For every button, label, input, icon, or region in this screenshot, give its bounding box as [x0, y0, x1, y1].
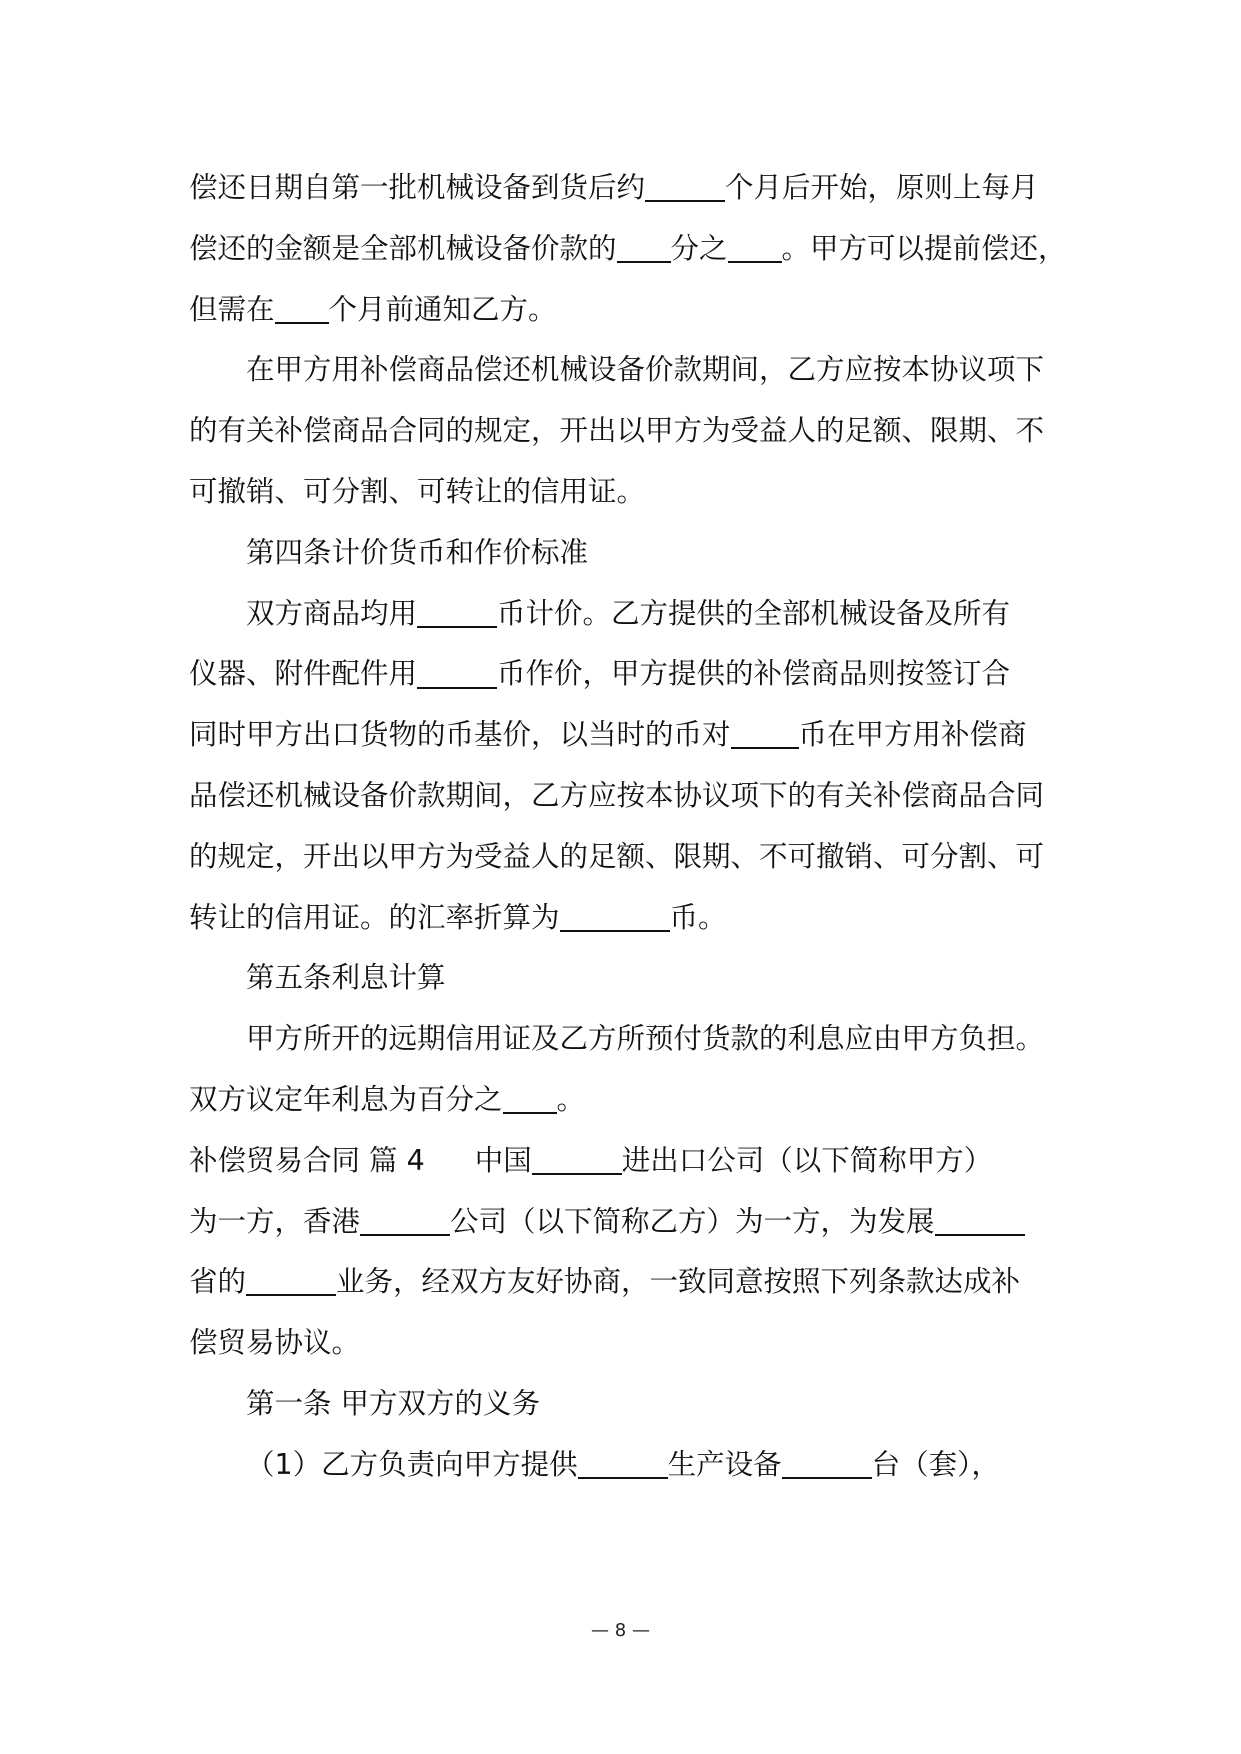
text-run: 双方商品均用 [246, 596, 418, 630]
blank-field [417, 596, 497, 628]
text-line: 甲方所开的远期信用证及乙方所预付货款的利息应由甲方负担。 [246, 1022, 1045, 1056]
text-run: 。 [556, 1082, 586, 1116]
text-run: 业务，经双方友好协商，一致同意按照下列条款达成补 [336, 1265, 1021, 1299]
text-run: 个月前通知乙方。 [328, 292, 557, 326]
text-run: 分之 [670, 231, 728, 265]
text-run: （1）乙方负责向甲方提供 [246, 1447, 578, 1481]
blank-field [728, 231, 782, 263]
text-run: 但需在 [189, 292, 275, 326]
text-run: 转让的信用证。的汇率折算为 [189, 900, 560, 934]
text-line: 的规定，开出以甲方为受益人的足额、限期、不可撤销、可分割、可 [189, 839, 1045, 873]
article-heading: 第五条利息计算 [246, 961, 446, 995]
blank-field [935, 1204, 1025, 1236]
text-line [189, 644, 1059, 705]
text-run: 省的 [189, 1265, 247, 1299]
text-run: 偿还的金额是全部机械设备价款的 [189, 231, 617, 265]
text-line: 品偿还机械设备价款期间，乙方应按本协议项下的有关补偿商品合同 [189, 778, 1045, 812]
blank-field [578, 1447, 668, 1479]
text-line [189, 158, 1059, 219]
text-line [189, 219, 1067, 280]
blank-field [417, 657, 497, 689]
text-run: 公司（以下简称乙方）为一方，为发展 [450, 1204, 935, 1238]
text-run: 仪器、附件配件用 [189, 657, 418, 691]
text-line [189, 1252, 1059, 1313]
blank-field [275, 292, 329, 324]
blank-field [360, 1204, 450, 1236]
text-run: 生产设备 [667, 1447, 782, 1481]
text-run: 币。 [669, 900, 727, 934]
text-line: 偿贸易协议。 [189, 1326, 361, 1360]
text-line [189, 1070, 1059, 1131]
contract-body [189, 158, 1067, 1496]
text-run: 偿还日期自第一批机械设备到货后约 [189, 171, 646, 204]
text-run: 个月后开始，原则上每月 [725, 171, 1039, 204]
page-number: — 8 — [591, 1620, 650, 1641]
text-run: 币计价。乙方提供的全部机械设备及所有 [497, 596, 1011, 630]
blank-field [560, 900, 670, 932]
blank-field [782, 1447, 872, 1479]
text-run: 币作价，甲方提供的补偿商品则按签订合 [497, 657, 1011, 691]
text-line [189, 888, 1059, 949]
blank-field [617, 231, 671, 263]
blank-field [246, 1265, 336, 1297]
text-line [189, 705, 1059, 766]
text-line: 的有关补偿商品合同的规定，开出以甲方为受益人的足额、限期、不 [189, 414, 1045, 448]
text-run: 同时甲方出口货物的币基价，以当时的币对 [189, 718, 731, 752]
section-title: 补偿贸易合同 篇 4 [189, 1143, 425, 1177]
text-run: 中国 [474, 1143, 532, 1177]
blank-field [532, 1143, 622, 1175]
text-run: 。甲方可以提前偿还， [781, 231, 1067, 265]
article-heading: 第四条计价货币和作价标准 [246, 535, 589, 569]
text-line: 在甲方用补偿商品偿还机械设备价款期间，乙方应按本协议项下 [246, 353, 1045, 387]
blank-field [645, 170, 725, 202]
text-run: 币在甲方用补偿商 [798, 718, 1027, 752]
text-line [189, 584, 1059, 645]
text-line [189, 280, 1059, 341]
text-run: 进出口公司（以下简称甲方） [621, 1143, 993, 1177]
blank-field [503, 1082, 557, 1114]
text-line [189, 1131, 1059, 1192]
article-heading: 第一条 甲方双方的义务 [246, 1386, 541, 1420]
text-run: 台（套）， [871, 1447, 1000, 1481]
text-line: 可撤销、可分割、可转让的信用证。 [189, 474, 646, 508]
text-run: 双方议定年利息为百分之 [189, 1082, 503, 1116]
text-line [189, 1192, 1059, 1253]
blank-field [731, 717, 799, 749]
text-line [189, 1435, 1059, 1496]
text-run: 为一方，香港 [189, 1204, 361, 1238]
